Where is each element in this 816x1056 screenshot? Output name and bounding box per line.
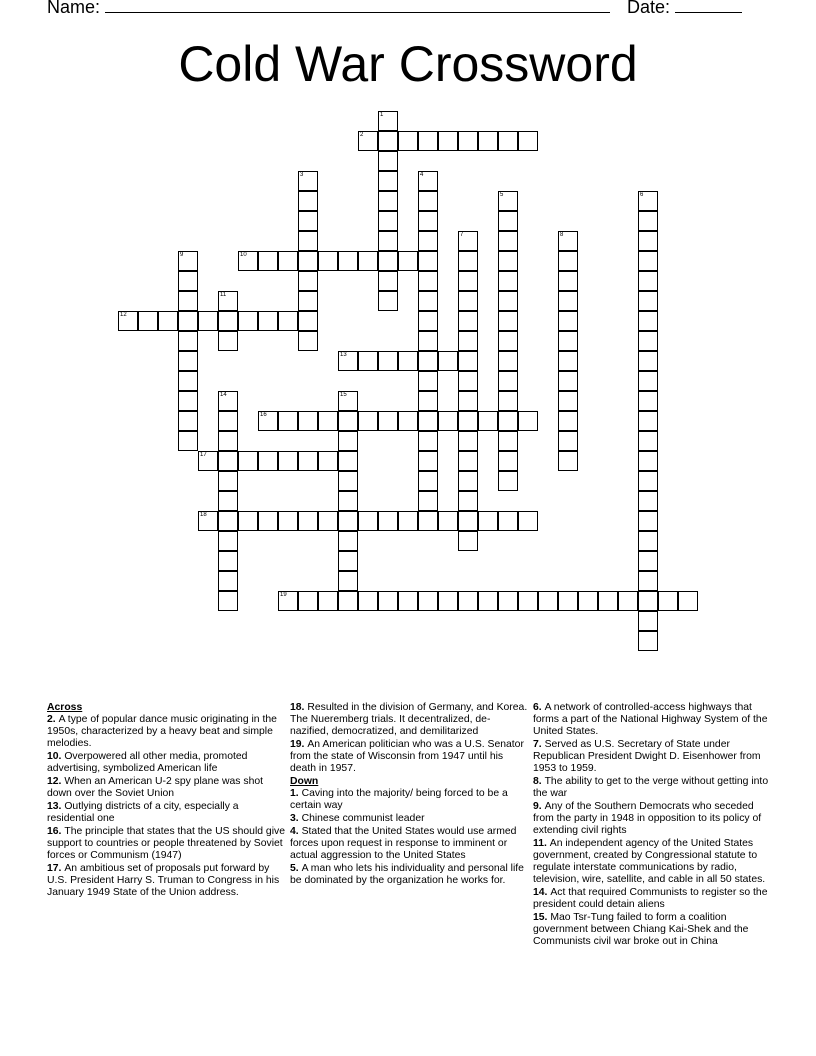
- clue-down-3: [290, 813, 528, 825]
- grid-cell[interactable]: [558, 431, 578, 451]
- grid-cell[interactable]: [378, 191, 398, 211]
- grid-cell[interactable]: [358, 351, 378, 371]
- grid-cell[interactable]: [218, 511, 238, 531]
- clue-number-label: 6: [640, 192, 644, 198]
- grid-cell[interactable]: [298, 271, 318, 291]
- grid-cell[interactable]: [498, 211, 518, 231]
- grid-cell[interactable]: [398, 251, 418, 271]
- grid-cell[interactable]: [378, 271, 398, 291]
- clue-text: An ambitious set of proposals put forward by U.S. President Harry S. Truman to Congress in his January 1949 State of the Union address.: [47, 863, 280, 898]
- grid-cell[interactable]: [378, 291, 398, 311]
- grid-cell[interactable]: [518, 591, 538, 611]
- grid-cell[interactable]: [578, 591, 598, 611]
- grid-cell[interactable]: [218, 311, 238, 331]
- grid-cell[interactable]: [238, 451, 258, 471]
- grid-cell[interactable]: [518, 511, 538, 531]
- grid-cell[interactable]: [378, 171, 398, 191]
- clue-across-19: [290, 739, 528, 775]
- grid-cell[interactable]: [558, 271, 578, 291]
- grid-cell[interactable]: [338, 251, 358, 271]
- clue-number-label: 16: [260, 412, 267, 418]
- grid-cell[interactable]: [418, 491, 438, 511]
- grid-cell[interactable]: [638, 371, 658, 391]
- grid-cell[interactable]: [638, 631, 658, 651]
- grid-cell[interactable]: [418, 471, 438, 491]
- clue-number: 9.: [533, 801, 545, 812]
- clue-across-2: [47, 714, 285, 750]
- grid-cell[interactable]: [338, 411, 358, 431]
- clue-across-16: [47, 826, 285, 862]
- grid-cell[interactable]: [638, 611, 658, 631]
- grid-cell[interactable]: [298, 591, 318, 611]
- grid-cell[interactable]: [338, 591, 358, 611]
- clue-number-label: 5: [500, 192, 504, 198]
- grid-cell[interactable]: [638, 511, 658, 531]
- grid-cell[interactable]: [178, 351, 198, 371]
- clue-text: An independent agency of the United States government, created by Congressional statute to regulate interstate communications by radio, television, wire, satellite, and cable in all 50 states.: [533, 838, 766, 885]
- clue-number: 10.: [47, 751, 65, 762]
- clue-text: Overpowered all other media, promoted advertising, symbolized American life: [47, 751, 248, 774]
- grid-cell[interactable]: [278, 311, 298, 331]
- grid-cell[interactable]: [298, 311, 318, 331]
- grid-cell[interactable]: [418, 411, 438, 431]
- grid-cell[interactable]: [498, 291, 518, 311]
- grid-cell[interactable]: [358, 251, 378, 271]
- grid-cell[interactable]: [218, 491, 238, 511]
- page-title: Cold War Crossword: [178, 36, 638, 92]
- grid-cell[interactable]: [378, 591, 398, 611]
- grid-cell[interactable]: [418, 451, 438, 471]
- grid-cell[interactable]: [558, 351, 578, 371]
- grid-cell[interactable]: [378, 251, 398, 271]
- grid-cell[interactable]: [518, 131, 538, 151]
- grid-cell[interactable]: [178, 331, 198, 351]
- grid-cell[interactable]: [298, 451, 318, 471]
- clue-number: 11.: [533, 838, 550, 849]
- down-heading: Down: [290, 776, 319, 787]
- grid-cell[interactable]: [418, 351, 438, 371]
- grid-cell[interactable]: [298, 411, 318, 431]
- grid-cell[interactable]: [278, 251, 298, 271]
- grid-cell[interactable]: [558, 591, 578, 611]
- date-label: Date:: [627, 0, 671, 17]
- grid-cell[interactable]: [458, 131, 478, 151]
- clue-text: When an American U-2 spy plane was shot down over the Soviet Union: [47, 776, 264, 799]
- clue-number-label: 18: [200, 512, 207, 518]
- grid-cell[interactable]: [238, 311, 258, 331]
- grid-cell[interactable]: [178, 391, 198, 411]
- grid-cell[interactable]: [398, 131, 418, 151]
- grid-cell[interactable]: [498, 131, 518, 151]
- grid-cell[interactable]: [298, 511, 318, 531]
- grid-cell[interactable]: [318, 511, 338, 531]
- grid-cell[interactable]: [418, 131, 438, 151]
- grid-cell[interactable]: [638, 291, 658, 311]
- clue-number-label: 4: [420, 172, 424, 178]
- grid-cell[interactable]: [638, 331, 658, 351]
- grid-cell[interactable]: [398, 411, 418, 431]
- grid-cell[interactable]: [418, 511, 438, 531]
- grid-cell[interactable]: [478, 591, 498, 611]
- clue-number: 12.: [47, 776, 65, 787]
- clue-across-17: [47, 863, 285, 899]
- clue-number: 5.: [290, 863, 302, 874]
- clue-text: A man who lets his individuality and personal life be dominated by the organization he works for.: [290, 863, 524, 886]
- grid-cell[interactable]: [498, 591, 518, 611]
- grid-cell[interactable]: [238, 511, 258, 531]
- clue-number-label: 2: [360, 132, 364, 138]
- grid-cell[interactable]: [558, 391, 578, 411]
- grid-cell[interactable]: [178, 431, 198, 451]
- clue-across-12: [47, 776, 285, 800]
- grid-cell[interactable]: [678, 591, 698, 611]
- clue-across-10: [47, 751, 285, 775]
- grid-cell[interactable]: [478, 511, 498, 531]
- clue-number-label: 17: [200, 452, 207, 458]
- grid-cell[interactable]: [398, 591, 418, 611]
- clue-text: Outlying districts of a city, especially a residential one: [47, 801, 239, 824]
- grid-cell[interactable]: [318, 451, 338, 471]
- grid-cell[interactable]: [458, 531, 478, 551]
- grid-cell[interactable]: [278, 511, 298, 531]
- clue-text: An American politician who was a U.S. Senator from the state of Wisconsin from 1947 until his death in 1957.: [290, 739, 524, 774]
- clue-text: Resulted in the division of Germany, and Korea. The Nueremberg trials. It decentralized, de-nazified, democratized, and demilitarized: [290, 702, 528, 737]
- grid-cell[interactable]: [378, 351, 398, 371]
- grid-cell[interactable]: [558, 411, 578, 431]
- clue-number-label: 1: [380, 112, 384, 118]
- clue-number: 7.: [533, 739, 545, 750]
- grid-cell[interactable]: [418, 251, 438, 271]
- grid-cell[interactable]: [458, 291, 478, 311]
- grid-cell[interactable]: [418, 191, 438, 211]
- clue-number: 3.: [290, 813, 302, 824]
- grid-cell[interactable]: [418, 371, 438, 391]
- grid-cell[interactable]: [638, 471, 658, 491]
- grid-cell[interactable]: [478, 411, 498, 431]
- grid-cell[interactable]: [298, 331, 318, 351]
- clue-text: Caving into the majority/ being forced to be a certain way: [290, 788, 508, 811]
- grid-cell[interactable]: [338, 451, 358, 471]
- clue-number: 16.: [47, 826, 65, 837]
- grid-cell[interactable]: [358, 591, 378, 611]
- grid-cell[interactable]: [498, 251, 518, 271]
- grid-cell[interactable]: [638, 251, 658, 271]
- grid-cell[interactable]: [258, 511, 278, 531]
- grid-cell[interactable]: [418, 311, 438, 331]
- clue-number-label: 14: [220, 392, 227, 398]
- clue-text: Chinese communist leader: [301, 813, 425, 824]
- grid-cell[interactable]: [318, 411, 338, 431]
- grid-cell[interactable]: [218, 431, 238, 451]
- grid-cell[interactable]: [498, 231, 518, 251]
- grid-cell[interactable]: [298, 291, 318, 311]
- grid-cell[interactable]: [458, 351, 478, 371]
- grid-cell[interactable]: [638, 491, 658, 511]
- grid-cell[interactable]: [358, 511, 378, 531]
- grid-cell[interactable]: [418, 211, 438, 231]
- grid-cell[interactable]: [638, 411, 658, 431]
- clue-down-6: [533, 702, 771, 738]
- grid-cell[interactable]: [418, 291, 438, 311]
- grid-cell[interactable]: [378, 411, 398, 431]
- clue-number: 18.: [290, 702, 308, 713]
- grid-cell[interactable]: [438, 351, 458, 371]
- grid-cell[interactable]: [358, 411, 378, 431]
- grid-cell[interactable]: [418, 391, 438, 411]
- clue-number: 8.: [533, 776, 545, 787]
- clue-across-13: [47, 801, 285, 825]
- clue-number-label: 10: [240, 252, 247, 258]
- grid-cell[interactable]: [458, 331, 478, 351]
- grid-cell[interactable]: [438, 511, 458, 531]
- grid-cell[interactable]: [498, 371, 518, 391]
- grid-cell[interactable]: [558, 451, 578, 471]
- grid-cell[interactable]: [218, 411, 238, 431]
- clue-text: A network of controlled-access highways that forms a part of the National Highway System of the United States.: [533, 702, 768, 737]
- grid-cell[interactable]: [378, 231, 398, 251]
- grid-cell[interactable]: [338, 471, 358, 491]
- grid-cell[interactable]: [278, 451, 298, 471]
- clue-down-7: [533, 739, 771, 775]
- grid-cell[interactable]: [498, 311, 518, 331]
- clue-number-label: 8: [560, 232, 564, 238]
- clue-text: Any of the Southern Democrats who seceded from the party in 1948 in opposition to its policy of extending civil rights: [533, 801, 762, 836]
- clue-text: The principle that states that the US should give support to countries or people threatened by Soviet forces or Communism (1947): [47, 826, 285, 861]
- grid-cell[interactable]: [438, 131, 458, 151]
- grid-cell[interactable]: [338, 531, 358, 551]
- grid-cell[interactable]: [338, 491, 358, 511]
- grid-cell[interactable]: [258, 251, 278, 271]
- clue-number: 1.: [290, 788, 302, 799]
- grid-cell[interactable]: [338, 511, 358, 531]
- grid-cell[interactable]: [638, 571, 658, 591]
- grid-cell[interactable]: [438, 591, 458, 611]
- grid-cell[interactable]: [498, 271, 518, 291]
- grid-cell[interactable]: [318, 591, 338, 611]
- grid-cell[interactable]: [638, 391, 658, 411]
- clue-number: 14.: [533, 887, 551, 898]
- grid-cell[interactable]: [338, 551, 358, 571]
- clue-number: 6.: [533, 702, 545, 713]
- grid-cell[interactable]: [298, 211, 318, 231]
- grid-cell[interactable]: [638, 431, 658, 451]
- clue-down-4: [290, 826, 528, 862]
- grid-cell[interactable]: [398, 511, 418, 531]
- clue-number: 4.: [290, 826, 302, 837]
- grid-cell[interactable]: [178, 411, 198, 431]
- clue-number-label: 3: [300, 172, 304, 178]
- grid-cell[interactable]: [518, 411, 538, 431]
- across-heading: Across: [47, 702, 83, 713]
- grid-cell[interactable]: [558, 331, 578, 351]
- grid-cell[interactable]: [458, 371, 478, 391]
- clue-number-label: 19: [280, 592, 287, 598]
- grid-cell[interactable]: [298, 251, 318, 271]
- grid-cell[interactable]: [218, 551, 238, 571]
- grid-cell[interactable]: [458, 391, 478, 411]
- grid-cell[interactable]: [618, 591, 638, 611]
- grid-cell[interactable]: [638, 451, 658, 471]
- clue-number: 13.: [47, 801, 65, 812]
- grid-cell[interactable]: [458, 511, 478, 531]
- clue-number-label: 7: [460, 232, 464, 238]
- clue-down-8: [533, 776, 771, 800]
- grid-cell[interactable]: [458, 251, 478, 271]
- grid-cell[interactable]: [418, 231, 438, 251]
- clue-down-9: [533, 801, 771, 837]
- clue-down-5: [290, 863, 528, 887]
- grid-cell[interactable]: [278, 411, 298, 431]
- grid-cell[interactable]: [478, 131, 498, 151]
- grid-cell[interactable]: [218, 531, 238, 551]
- clue-number-label: 12: [120, 312, 127, 318]
- grid-cell[interactable]: [638, 351, 658, 371]
- grid-cell[interactable]: [498, 431, 518, 451]
- clue-across-18: [290, 702, 528, 738]
- grid-cell[interactable]: [558, 291, 578, 311]
- clue-number: 19.: [290, 739, 308, 750]
- grid-cell[interactable]: [658, 591, 678, 611]
- grid-cell[interactable]: [318, 251, 338, 271]
- clue-text: Act that required Communists to register so the president could detain aliens: [533, 887, 768, 910]
- grid-cell[interactable]: [198, 311, 218, 331]
- grid-cell[interactable]: [298, 231, 318, 251]
- grid-cell[interactable]: [398, 351, 418, 371]
- grid-cell[interactable]: [418, 431, 438, 451]
- clue-number-label: 15: [340, 392, 347, 398]
- grid-cell[interactable]: [378, 131, 398, 151]
- grid-cell[interactable]: [378, 511, 398, 531]
- grid-cell[interactable]: [498, 471, 518, 491]
- clue-number: 15.: [533, 912, 551, 923]
- grid-cell[interactable]: [558, 251, 578, 271]
- grid-cell[interactable]: [138, 311, 158, 331]
- clue-down-14: [533, 887, 771, 911]
- clue-down-11: [533, 838, 771, 886]
- clue-column-3: [533, 702, 771, 949]
- clue-number-label: 9: [180, 252, 184, 258]
- grid-cell[interactable]: [258, 311, 278, 331]
- clue-text: Served as U.S. Secretary of State under Republican President Dwight D. Eisenhower from 1953 to 1959.: [533, 739, 761, 774]
- grid-cell[interactable]: [638, 211, 658, 231]
- clue-number: 2.: [47, 714, 59, 725]
- name-label: Name:: [47, 0, 101, 17]
- grid-cell[interactable]: [218, 331, 238, 351]
- grid-cell[interactable]: [498, 351, 518, 371]
- grid-cell[interactable]: [638, 531, 658, 551]
- grid-cell[interactable]: [218, 471, 238, 491]
- grid-cell[interactable]: [298, 191, 318, 211]
- clue-number-label: 11: [220, 292, 227, 298]
- grid-cell[interactable]: [218, 571, 238, 591]
- clue-down-1: [290, 788, 528, 812]
- grid-cell[interactable]: [538, 591, 558, 611]
- grid-cell[interactable]: [498, 331, 518, 351]
- clue-text: Stated that the United States would use armed forces upon request in response to imminent or actual aggression to the United States: [290, 826, 517, 861]
- grid-cell[interactable]: [558, 311, 578, 331]
- grid-cell[interactable]: [378, 211, 398, 231]
- clue-number: 17.: [47, 863, 65, 874]
- clue-text: A type of popular dance music originating in the 1950s, characterized by a heavy beat and simple melodies.: [47, 714, 277, 749]
- clue-text: Mao Tsr-Tung failed to form a coalition government between Chiang Kai-Shek and the Communists civil war broke out in China: [533, 912, 749, 947]
- grid-cell[interactable]: [598, 591, 618, 611]
- grid-cell[interactable]: [638, 271, 658, 291]
- grid-cell[interactable]: [498, 511, 518, 531]
- grid-cell[interactable]: [458, 431, 478, 451]
- grid-cell[interactable]: [498, 451, 518, 471]
- grid-cell[interactable]: [458, 491, 478, 511]
- clue-number-label: 13: [340, 352, 347, 358]
- grid-cell[interactable]: [638, 231, 658, 251]
- grid-cell[interactable]: [458, 271, 478, 291]
- grid-cell[interactable]: [418, 591, 438, 611]
- grid-cell[interactable]: [498, 411, 518, 431]
- grid-cell[interactable]: [338, 571, 358, 591]
- clue-column-1: [47, 702, 285, 900]
- grid-cell[interactable]: [458, 591, 478, 611]
- grid-cell[interactable]: [458, 311, 478, 331]
- grid-cell[interactable]: [378, 151, 398, 171]
- grid-cell[interactable]: [458, 471, 478, 491]
- grid-cell[interactable]: [418, 271, 438, 291]
- grid-cell[interactable]: [338, 431, 358, 451]
- grid-cell[interactable]: [638, 311, 658, 331]
- grid-cell[interactable]: [418, 331, 438, 351]
- grid-cell[interactable]: [438, 411, 458, 431]
- grid-cell[interactable]: [638, 551, 658, 571]
- grid-cell[interactable]: [638, 591, 658, 611]
- grid-cell[interactable]: [178, 371, 198, 391]
- grid-cell[interactable]: [218, 451, 238, 471]
- clue-column-2: [290, 702, 528, 888]
- grid-cell[interactable]: [458, 411, 478, 431]
- clue-text: The ability to get to the verge without getting into the war: [533, 776, 769, 799]
- grid-cell[interactable]: [158, 311, 178, 331]
- clue-down-15: [533, 912, 771, 948]
- grid-cell[interactable]: [458, 451, 478, 471]
- grid-cell[interactable]: [218, 591, 238, 611]
- grid-cell[interactable]: [258, 451, 278, 471]
- grid-cell[interactable]: [498, 391, 518, 411]
- grid-cell[interactable]: [558, 371, 578, 391]
- grid-cell[interactable]: [178, 271, 198, 291]
- grid-cell[interactable]: [178, 291, 198, 311]
- grid-cell[interactable]: [178, 311, 198, 331]
